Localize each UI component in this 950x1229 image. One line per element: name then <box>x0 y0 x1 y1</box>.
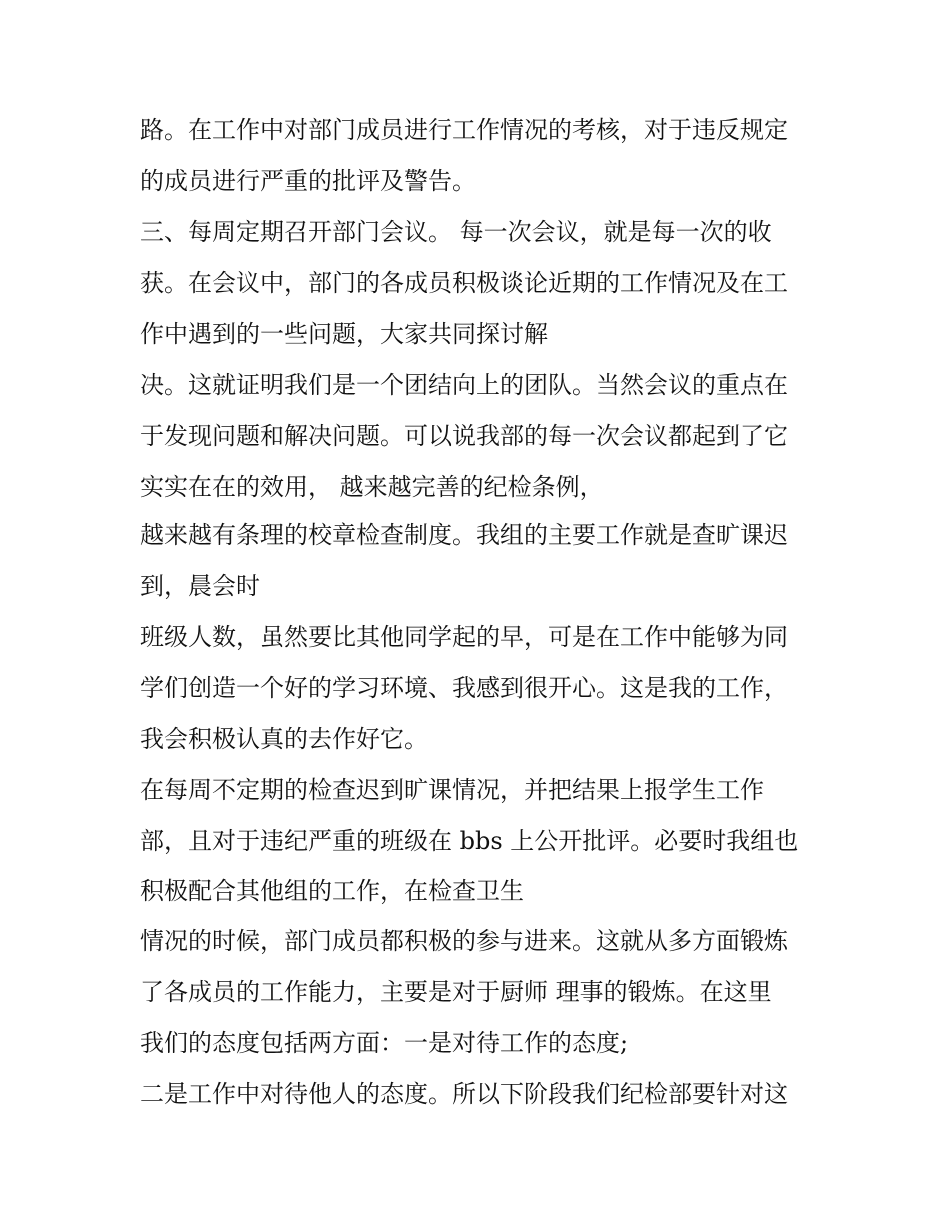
text-line: 到，晨会时 <box>140 572 260 600</box>
text-line: 决。这就证明我们是一个团结向上的团队。当然会议的重点在 <box>140 371 788 399</box>
text-line: 我们的态度包括两方面：一是对待工作的态度; <box>140 1029 629 1057</box>
text-line: 越来越有条理的校章检查制度。我组的主要工作就是查旷课迟 <box>140 521 788 549</box>
text-line: 情况的时候，部门成员都积极的参与进来。这就从多方面锻炼 <box>140 927 788 955</box>
text-line: 实实在在的效用， 越来越完善的纪检条例， <box>140 473 604 501</box>
text-line: 我会积极认真的去作好它。 <box>140 725 428 753</box>
text-line: 路。在工作中对部门成员进行工作情况的考核，对于违反规定 <box>140 116 788 144</box>
text-line: 在每周不定期的检查迟到旷课情况，并把结果上报学生工作 <box>140 776 764 804</box>
text-line: 学们创造一个好的学习环境、我感到很开心。这是我的工作， <box>140 674 788 702</box>
text-line: 作中遇到的一些问题，大家共同探讨解 <box>140 320 548 348</box>
text-line: 班级人数，虽然要比其他同学起的早，可是在工作中能够为同 <box>140 623 788 651</box>
text-line: 二是工作中对待他人的态度。所以下阶段我们纪检部要针对这 <box>140 1080 788 1108</box>
text-line: 积极配合其他组的工作，在检查卫生 <box>140 877 524 905</box>
text-line: 部，且对于违纪严重的班级在 bbs 上公开批评。必要时我组也 <box>140 827 799 855</box>
text-line: 的成员进行严重的批评及警告。 <box>140 167 476 195</box>
text-line: 于发现问题和解决问题。可以说我部的每一次会议都起到了它 <box>140 422 788 450</box>
text-line: 三、每周定期召开部门会议。 每一次会议，就是每一次的收 <box>140 218 772 246</box>
text-line: 获。在会议中，部门的各成员积极谈论近期的工作情况及在工 <box>140 269 788 297</box>
text-line: 了各成员的工作能力，主要是对于厨师 理事的锻炼。在这里 <box>140 978 772 1006</box>
